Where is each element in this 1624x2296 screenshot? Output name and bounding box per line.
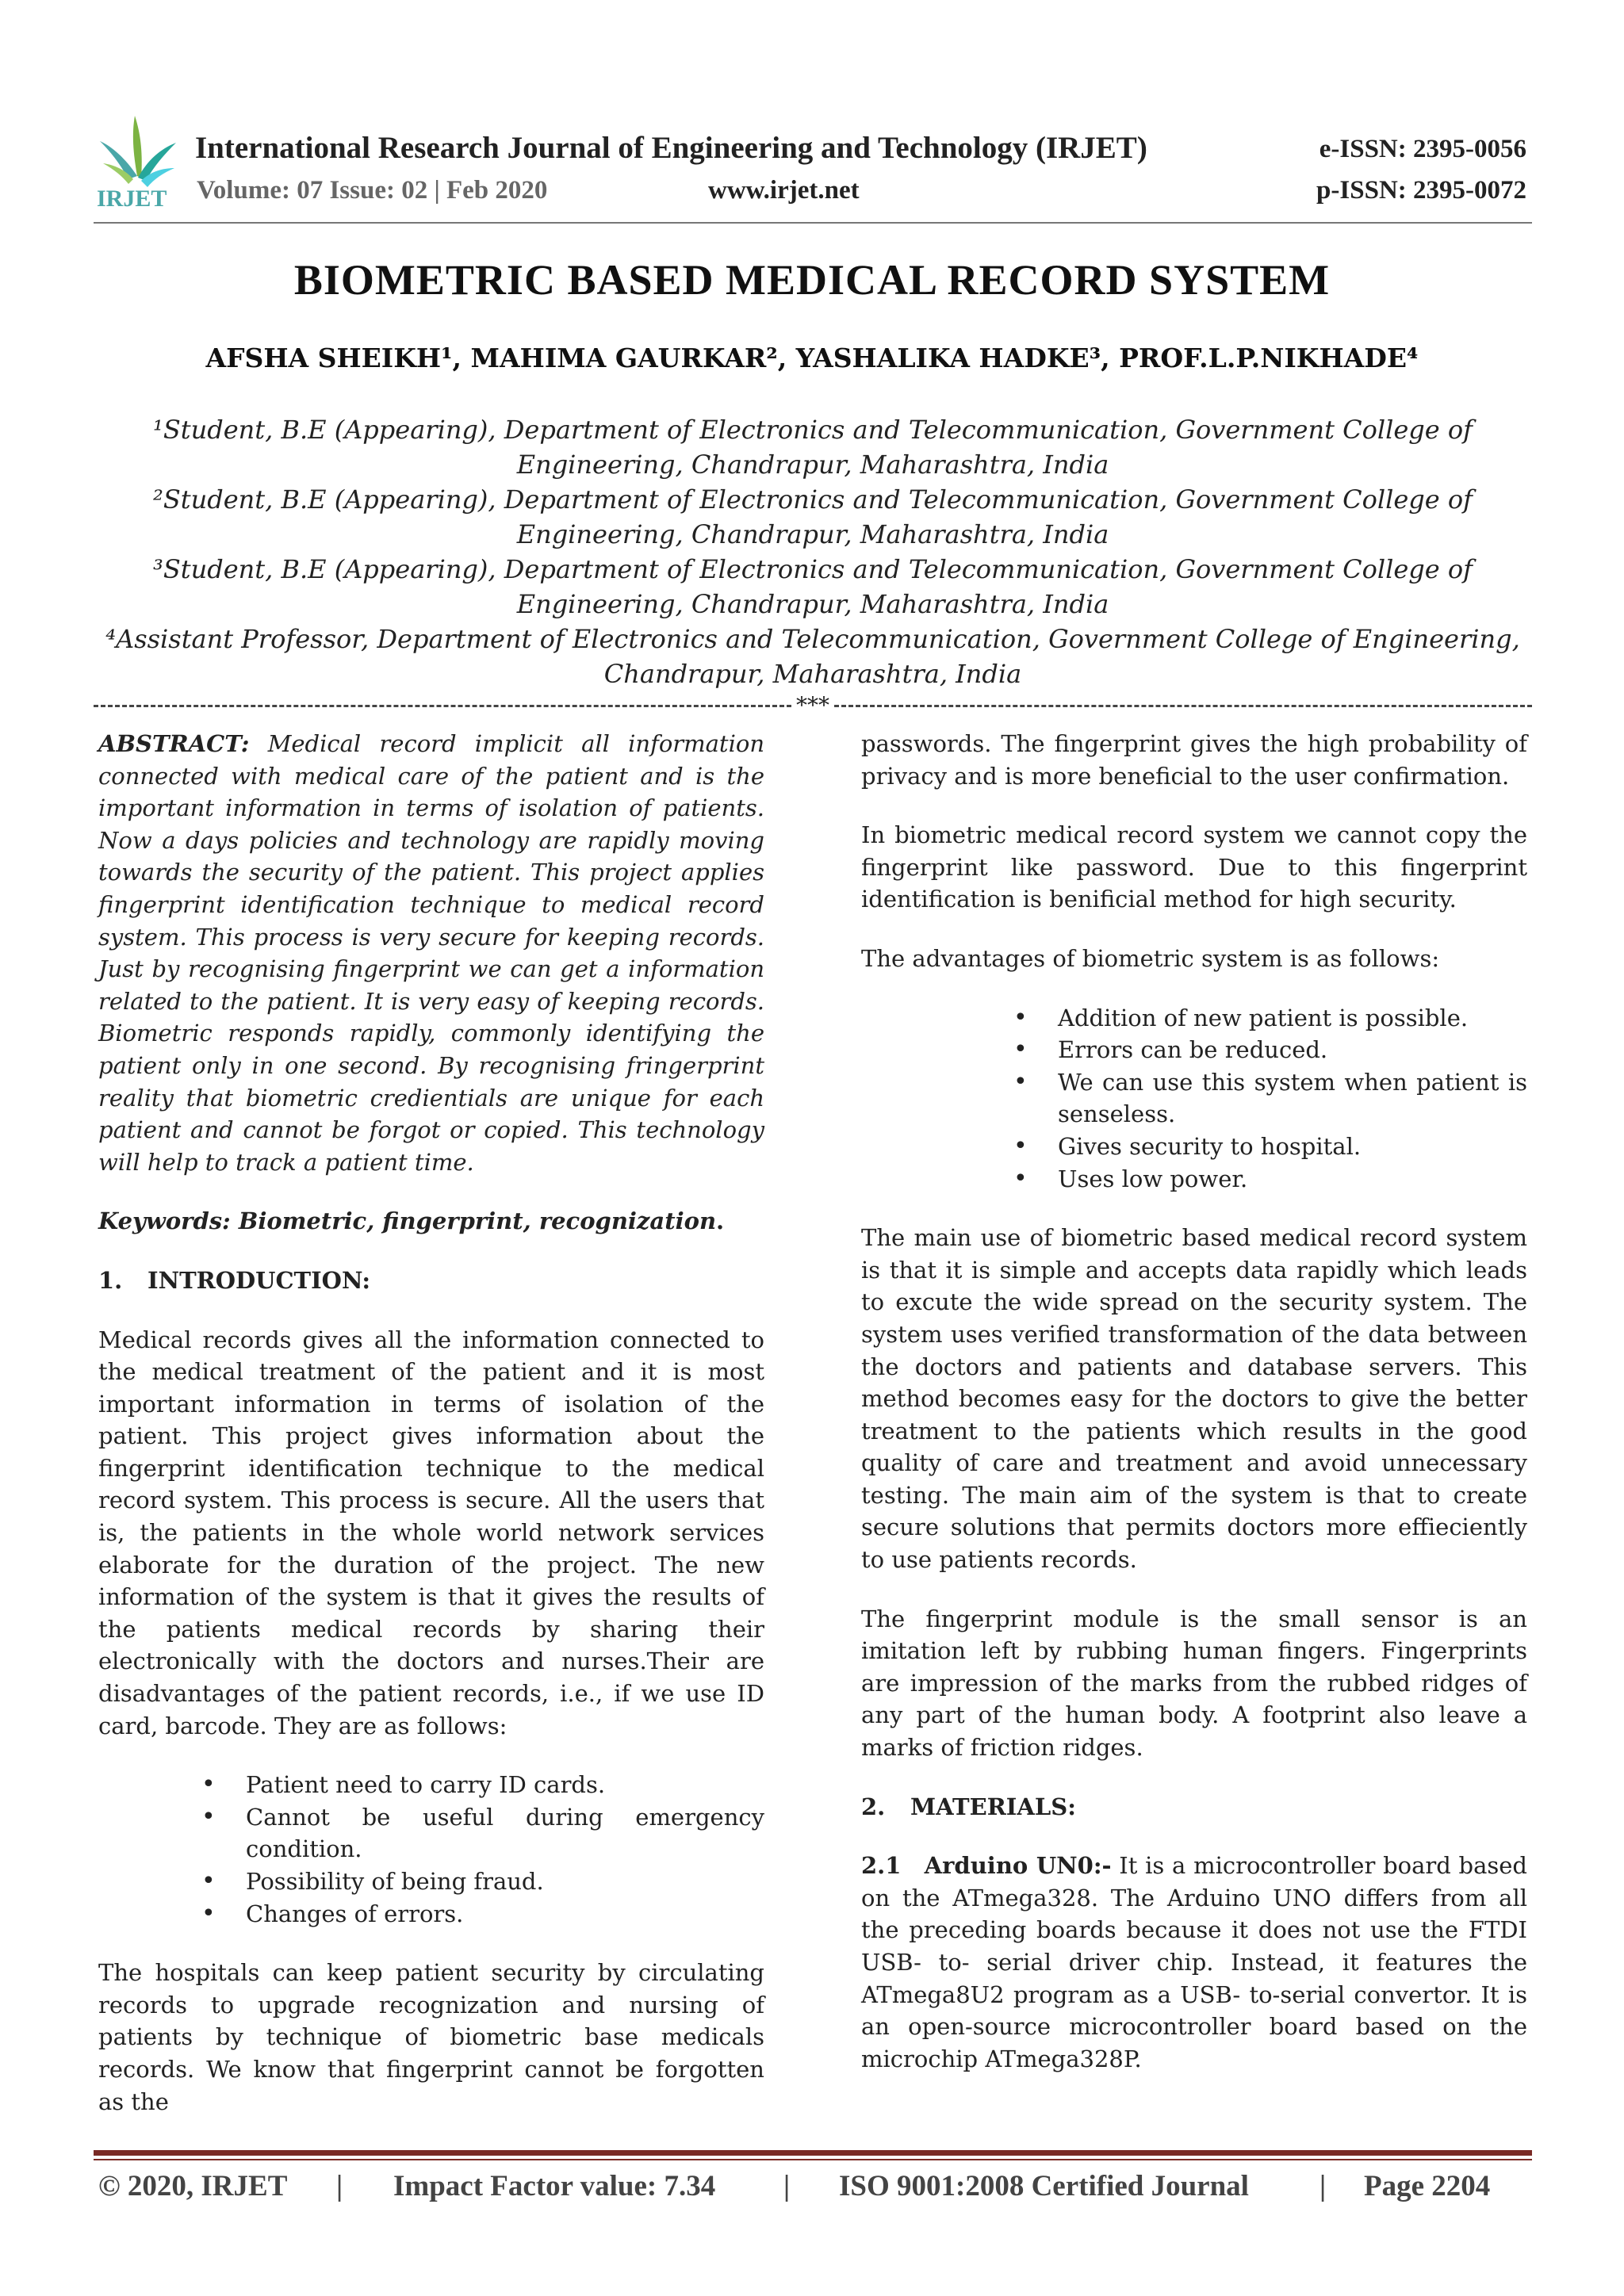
list-item: • We can use this system when patient is senseless. — [1058, 1066, 1527, 1131]
disadvantages-list — [246, 1769, 764, 1930]
introduction-paragraph-2: The hospitals can keep patient security by circulating records to upgrade recognization and nursing of patients by technique of biometric base medicals records. We know that fingerprint cannot be forgotten as the — [98, 1959, 764, 2115]
abstract — [98, 728, 764, 1178]
svg-text:IRJET: IRJET — [97, 186, 167, 209]
footer-copyright: © 2020, IRJET — [98, 2170, 288, 2202]
irjet-logo — [94, 114, 181, 209]
left-column — [98, 728, 764, 2145]
introduction-title: INTRODUCTION: — [147, 1266, 371, 1294]
header-rule — [94, 222, 1532, 224]
arduino-number: 2.1 — [861, 1852, 902, 1880]
list-item: • Cannot be useful during emergency condition. — [246, 1801, 764, 1866]
footer-page-number: Page 2204 — [1364, 2170, 1491, 2202]
divider-stars: *** — [796, 692, 829, 718]
keywords-end: . — [716, 1207, 725, 1235]
right-column — [861, 728, 1527, 2102]
list-item: • Uses low power. — [1058, 1163, 1527, 1196]
paper-title: BIOMETRIC BASED MEDICAL RECORD SYSTEM — [293, 256, 1331, 304]
footer-separator: | — [336, 2170, 343, 2202]
advantages-list — [1058, 1002, 1527, 1196]
introduction-number: 1. — [98, 1266, 123, 1294]
list-item: • Patient need to carry ID cards. — [246, 1769, 764, 1801]
keywords-text: Keywords: Biometric, fingerprint, recognization — [98, 1207, 717, 1235]
arduino-paragraph — [861, 1850, 1527, 2075]
footer-separator: | — [783, 2170, 791, 2202]
list-item: • Addition of new patient is possible. — [1058, 1002, 1527, 1035]
divider-dash-left — [94, 705, 791, 707]
list-item: • Gives security to hospital. — [1058, 1131, 1527, 1163]
right-paragraph-1: passwords. The fingerprint gives the high probability of privacy and is more beneficial to the user confirmation. — [861, 730, 1527, 790]
p-issn: p-ISSN: 2395-0072 — [1316, 176, 1526, 205]
list-item: • Possibility of being fraud. — [246, 1866, 764, 1898]
journal-website-link[interactable]: www.irjet.net — [708, 176, 860, 205]
keywords — [98, 1205, 764, 1238]
arduino-text: It is a microcontroller board based on the ATmega328. The Arduino UNO differs from all the preceding boards because it does not use the FTDI USB- to- serial driver chip. Instead, it features the ATmega8U2 program as a USB- to-serial convertor. It is an open-source microcontroller board based on the microchip ATmega328P. — [861, 1852, 1527, 2072]
introduction-paragraph-1: Medical records gives all the information connected to the medical treatment of the patient and it is most important information in terms of isolation of the patient. This project gives information about the fingerprint identification technique to the medical record system. This process is secure. All the users that is, the patients in the whole world network services elaborate for the duration of the project. The new information of the system is that it gives the results of the patients medical records by sharing their electronically with the doctors and nurses.Their are disadvantages of the patient records, i.e., if we use ID card, barcode. They are as follows: — [98, 1326, 764, 1739]
right-paragraph-2: In biometric medical record system we cannot copy the fingerprint like password. Due to this fingerprint identification is benificial method for high security. — [861, 821, 1527, 913]
journal-title: International Research Journal of Engineering and Technology (IRJET) — [195, 131, 1147, 165]
materials-heading — [861, 1791, 1527, 1823]
section-divider — [94, 692, 1532, 718]
materials-title: MATERIALS: — [910, 1793, 1076, 1820]
right-paragraph-3: The advantages of biometric system is as follows: — [861, 944, 1440, 972]
affiliation-1: ¹Student, B.E (Appearing), Department of Electronics and Telecommunication, Government College of Engineering, Chandrapur, Maharashtra, India — [153, 415, 1473, 480]
e-issn: e-ISSN: 2395-0056 — [1319, 135, 1526, 163]
right-paragraph-4: The main use of biometric based medical record system is that it is simple and accepts data rapidly which leads to excute the wide spread on the security system. The system uses verified transformation of the data between the doctors and patients and database servers. This method becomes easy for the doctors to give the better treatment to the patients which results in the good quality of care and treatment and avoid unnecessary testing. The main aim of the system is that to create secure solutions that permits doctors more effieciently to use patients records. — [861, 1224, 1527, 1574]
affiliation-list — [94, 412, 1532, 691]
affiliation-3: ³Student, B.E (Appearing), Department of Electronics and Telecommunication, Government College of Engineering, Chandrapur, Maharashtra, India — [153, 554, 1473, 619]
volume-issue: Volume: 07 Issue: 02 | Feb 2020 — [197, 176, 548, 205]
author-list: AFSHA SHEIKH¹, MAHIMA GAURKAR², YASHALIKA HADKE³, PROF.L.P.NIKHADE⁴ — [205, 342, 1419, 373]
abstract-label: ABSTRACT: — [98, 730, 250, 757]
footer-impact-factor: Impact Factor value: 7.34 — [393, 2170, 716, 2202]
arduino-heading: Arduino UN0:- — [924, 1852, 1112, 1880]
footer-separator: | — [1320, 2170, 1327, 2202]
list-item: • Changes of errors. — [246, 1898, 764, 1931]
affiliation-4: ⁴Assistant Professor, Department of Electronics and Telecommunication, Government College of Engineering, Chandrapur, Maharashtra, India — [105, 624, 1520, 689]
materials-number: 2. — [861, 1793, 886, 1820]
divider-dash-right — [834, 705, 1532, 707]
footer-rule-thick — [94, 2150, 1532, 2156]
footer-rule-thin — [94, 2159, 1532, 2160]
introduction-heading — [98, 1265, 764, 1297]
list-item: • Errors can be reduced. — [1058, 1034, 1527, 1066]
right-paragraph-5: The fingerprint module is the small sensor is an imitation left by rubbing human fingers. Fingerprints are impression of the marks from the rubbed ridges of any part of the human body. A footprint also leave a marks of friction ridges. — [861, 1605, 1527, 1762]
affiliation-2: ²Student, B.E (Appearing), Department of Electronics and Telecommunication, Government College of Engineering, Chandrapur, Maharashtra, India — [153, 484, 1473, 549]
footer-iso: ISO 9001:2008 Certified Journal — [839, 2170, 1249, 2202]
abstract-text: Medical record implicit all information connected with medical care of the patient and is the important information in terms of isolation of patients. Now a days policies and technology are rapidly moving towards the security of the patient. This project applies fingerprint identification technique to medical record system. This process is very secure for keeping records. Just by recognising fingerprint we can get a information related to the patient. It is very easy of keeping records. Biometric responds rapidly, commonly identifying the patient only in one second. By recognising fringerprint reality that biometric credientials are unique for each patient and cannot be forgot or copied. This technology will help to track a patient time. — [98, 730, 765, 1176]
